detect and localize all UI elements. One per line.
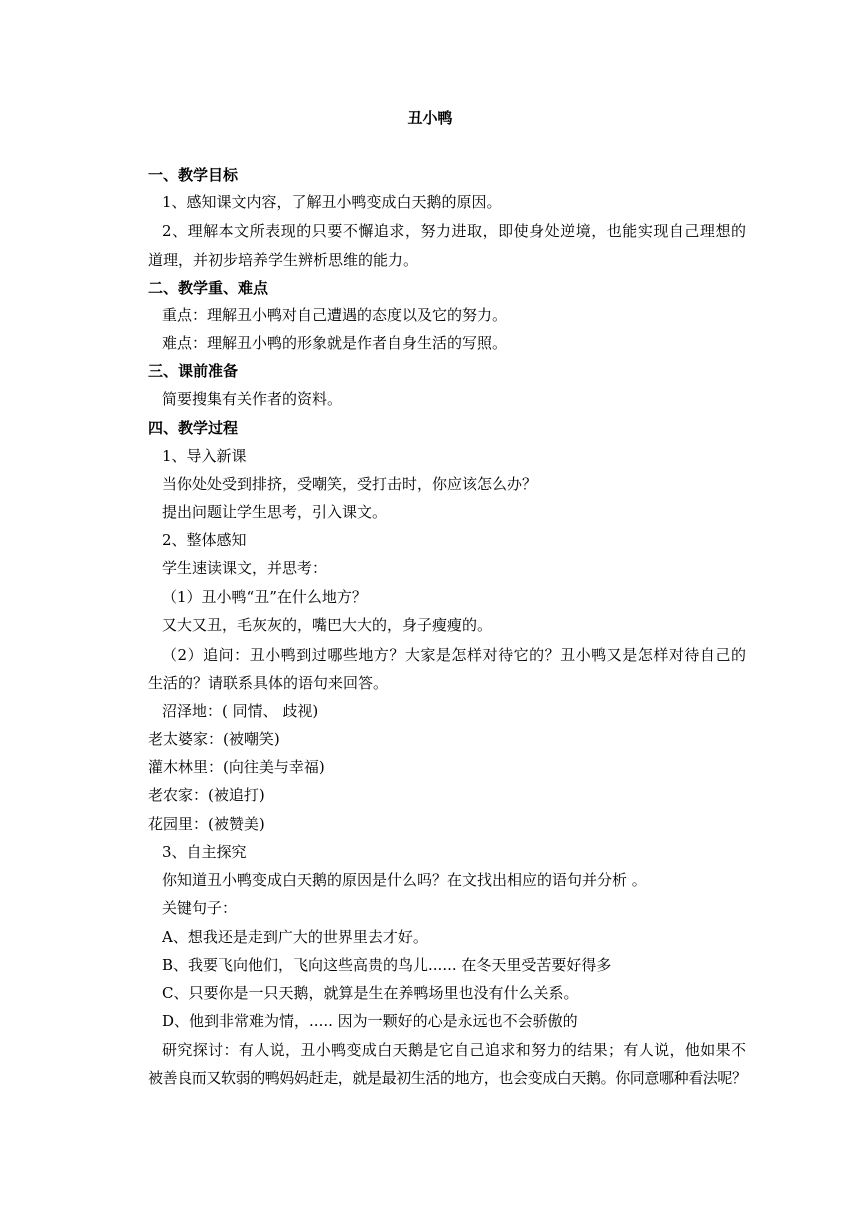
section-heading-preparation: 三、课前准备 — [148, 362, 239, 380]
paragraph: 关键句子： — [162, 899, 238, 917]
list-item: 灌木林里：(向往美与幸福) — [148, 758, 325, 776]
list-item: 沼泽地：( 同情、 歧视) — [162, 702, 319, 720]
list-item: 花园里：(被赞美) — [148, 815, 265, 833]
paragraph: 被善良而又软弱的鸭妈妈赶走，就是最初生活的地方，也会变成白天鹅。你同意哪种看法呢？ — [148, 1069, 747, 1087]
paragraph: 道理，并初步培养学生辨析思维的能力。 — [148, 251, 419, 269]
paragraph: 难点：理解丑小鸭的形象就是作者自身生活的写照。 — [162, 334, 508, 352]
section-heading-key-points: 二、教学重、难点 — [148, 279, 269, 297]
paragraph: 学生速读课文，并思考： — [162, 559, 328, 577]
paragraph: 又大又丑，毛灰灰的，嘴巴大大的，身子瘦瘦的。 — [162, 616, 493, 634]
paragraph: （1）丑小鸭“丑”在什么地方？ — [162, 588, 367, 606]
section-heading-objectives: 一、教学目标 — [148, 166, 239, 184]
paragraph: 生活的？请联系具体的语句来回答。 — [148, 674, 389, 692]
paragraph: （2）追问：丑小鸭到过哪些地方？大家是怎样对待它的？丑小鸭又是怎样对待自己的 — [162, 646, 746, 664]
paragraph: 研究探讨：有人说，丑小鸭变成白天鹅是它自己追求和努力的结果；有人说，他如果不 — [162, 1041, 746, 1059]
list-item: 老太婆家：(被嘲笑) — [148, 730, 280, 748]
list-item: D、他到非常难为情，..... 因为一颗好的心是永远也不会骄傲的 — [162, 1012, 578, 1030]
list-item: B、我要飞向他们，飞向这些高贵的鸟儿...... 在冬天里受苦要好得多 — [162, 956, 612, 974]
paragraph: 1、感知课文内容，了解丑小鸭变成白天鹅的原因。 — [162, 193, 502, 211]
paragraph: 2、整体感知 — [162, 531, 247, 549]
paragraph: 简要搜集有关作者的资料。 — [162, 390, 343, 408]
page-title: 丑小鸭 — [407, 109, 453, 127]
paragraph: 你知道丑小鸭变成白天鹅的原因是什么吗？在文找出相应的语句并分析 。 — [162, 871, 647, 889]
paragraph: 3、自主探究 — [162, 843, 247, 861]
list-item: A、想我还是走到广大的世界里去才好。 — [162, 928, 428, 946]
list-item: 老农家：(被追打) — [148, 786, 265, 804]
paragraph: 重点：理解丑小鸭对自己遭遇的态度以及它的努力。 — [162, 306, 508, 324]
section-heading-process: 四、教学过程 — [148, 419, 239, 437]
paragraph: 提出问题让学生思考，引入课文。 — [162, 503, 388, 521]
paragraph: 当你处处受到排挤，受嘲笑，受打击时，你应该怎么办？ — [162, 475, 538, 493]
list-item: C、只要你是一只天鹅，就算是生在养鸭场里也没有什么关系。 — [162, 984, 579, 1002]
paragraph: 1、导入新课 — [162, 447, 247, 465]
paragraph: 2、理解本文所表现的只要不懈追求，努力进取，即使身处逆境，也能实现自己理想的 — [162, 222, 746, 240]
